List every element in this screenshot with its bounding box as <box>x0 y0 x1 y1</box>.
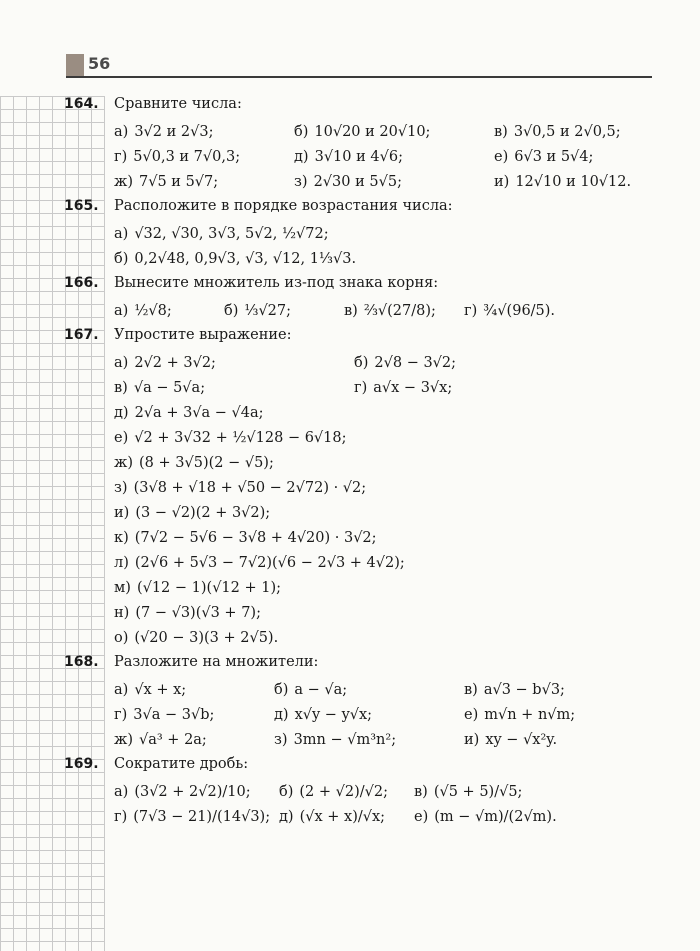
exercise-expression: ¾√(96/5). <box>483 302 556 319</box>
exercise-item <box>224 303 344 319</box>
exercise-expression: ⅔√(27/8); <box>363 302 436 319</box>
exercise-expression: (3√2 + 2√2)/10; <box>134 783 251 800</box>
exercise-expression: (2 + √2)/√2; <box>299 783 388 800</box>
exercise-expression: xy − √x²y. <box>485 731 558 748</box>
problem-167 <box>64 327 664 650</box>
exercise-item <box>114 430 347 446</box>
exercise-expression: √32, √30, 3√3, 5√2, ½√72; <box>134 225 329 242</box>
exercise-item <box>294 124 494 140</box>
exercise-expression: √x + x; <box>134 681 187 698</box>
exercise-expression: 3√2 и 2√3; <box>134 123 214 140</box>
exercise-expression: (8 + 3√5)(2 − √5); <box>139 454 274 471</box>
exercise-row <box>64 425 664 450</box>
exercise-item <box>114 455 274 471</box>
exercise-item <box>114 732 274 748</box>
exercise-expression: 10√20 и 20√10; <box>314 123 431 140</box>
exercise-row <box>64 350 664 375</box>
exercise-item <box>114 605 261 621</box>
exercise-item <box>464 682 565 698</box>
exercise-item <box>114 124 294 140</box>
problem-prompt: Сравните числа: <box>114 96 242 112</box>
exercise-label: ж) <box>114 731 133 748</box>
exercise-item <box>274 707 464 723</box>
exercise-item <box>414 809 557 825</box>
exercise-row <box>64 550 664 575</box>
exercise-item <box>464 303 555 319</box>
exercise-expression: 2√2 + 3√2; <box>134 354 216 371</box>
exercise-expression: (3 − √2)(2 + 3√2); <box>135 504 271 521</box>
exercise-row <box>64 677 664 702</box>
exercise-item <box>414 784 522 800</box>
exercise-item <box>274 732 464 748</box>
exercise-label: б) <box>274 681 289 698</box>
problem-168 <box>64 654 664 752</box>
exercise-row <box>64 298 664 323</box>
exercise-item <box>114 149 294 165</box>
problem-164 <box>64 96 664 194</box>
problem-heading <box>64 96 664 119</box>
exercise-item <box>114 784 279 800</box>
exercise-label: в) <box>114 379 128 396</box>
problem-prompt: Расположите в порядке возрастания числа: <box>114 198 453 214</box>
problem-prompt: Разложите на множители: <box>114 654 319 670</box>
exercise-item <box>354 355 456 371</box>
exercise-row <box>64 727 664 752</box>
exercise-expression: ⅓√27; <box>244 302 292 319</box>
exercise-row <box>64 779 664 804</box>
exercise-expression: √2 + 3√32 + ½√128 − 6√18; <box>134 429 347 446</box>
exercise-label: б) <box>354 354 369 371</box>
exercise-expression: x√y − y√x; <box>294 706 373 723</box>
exercise-expression: (7√2 − 5√6 − 3√8 + 4√20) · 3√2; <box>134 529 377 546</box>
exercise-row <box>64 246 664 271</box>
exercise-row <box>64 475 664 500</box>
exercise-item <box>279 809 414 825</box>
problem-heading <box>64 327 664 350</box>
problem-prompt: Вынесите множитель из-под знака корня: <box>114 275 439 291</box>
exercise-item <box>494 124 621 140</box>
exercise-row <box>64 600 664 625</box>
exercise-item <box>464 732 557 748</box>
exercise-row <box>64 804 664 829</box>
exercise-expression: (7 − √3)(√3 + 7); <box>135 604 261 621</box>
exercise-label: и) <box>464 731 480 748</box>
exercise-item <box>114 251 356 267</box>
exercise-expression: (3√8 + √18 + √50 − 2√72) · √2; <box>133 479 367 496</box>
exercise-label: з) <box>114 479 128 496</box>
exercise-expression: (√5 + 5)/√5; <box>433 783 523 800</box>
exercise-label: з) <box>274 731 288 748</box>
exercise-label: л) <box>114 554 129 571</box>
exercise-expression: (2√6 + 5√3 − 7√2)(√6 − 2√3 + 4√2); <box>134 554 405 571</box>
exercise-row <box>64 144 664 169</box>
exercise-label: б) <box>279 783 294 800</box>
problem-number: 167. <box>64 327 99 343</box>
exercise-row <box>64 450 664 475</box>
exercise-label: б) <box>224 302 239 319</box>
exercise-row <box>64 575 664 600</box>
exercise-label: в) <box>414 783 428 800</box>
exercise-label: в) <box>464 681 478 698</box>
problem-169 <box>64 756 664 829</box>
exercise-item <box>354 380 452 396</box>
exercise-label: е) <box>464 706 479 723</box>
exercise-expression: 6√3 и 5√4; <box>514 148 594 165</box>
exercise-expression: m√n + n√m; <box>484 706 576 723</box>
problem-prompt: Сократите дробь: <box>114 756 249 772</box>
exercise-label: г) <box>354 379 368 396</box>
page-marker <box>66 54 84 76</box>
exercise-expression: (√20 − 3)(3 + 2√5). <box>134 629 279 646</box>
exercise-label: и) <box>494 173 510 190</box>
exercise-label: а) <box>114 302 129 319</box>
page-number: 56 <box>88 54 111 73</box>
problem-165 <box>64 198 664 271</box>
problem-number: 164. <box>64 96 99 112</box>
exercise-label: б) <box>294 123 309 140</box>
exercise-item <box>114 707 274 723</box>
problem-number: 169. <box>64 756 99 772</box>
exercise-label: а) <box>114 225 129 242</box>
exercise-item <box>114 480 366 496</box>
exercise-row <box>64 221 664 246</box>
exercise-label: б) <box>114 250 129 267</box>
exercise-label: а) <box>114 783 129 800</box>
exercise-item <box>114 630 278 646</box>
problem-166 <box>64 275 664 323</box>
exercise-row <box>64 500 664 525</box>
exercise-item <box>114 303 224 319</box>
exercise-expression: 2√30 и 5√5; <box>313 173 402 190</box>
problem-heading <box>64 756 664 779</box>
exercise-label: е) <box>414 808 429 825</box>
exercise-item <box>114 380 354 396</box>
exercise-row <box>64 375 664 400</box>
exercise-item <box>114 405 264 421</box>
exercise-expression: (m − √m)/(2√m). <box>434 808 557 825</box>
exercise-row <box>64 119 664 144</box>
exercise-expression: ½√8; <box>134 302 172 319</box>
exercise-expression: 5√0,3 и 7√0,3; <box>133 148 241 165</box>
exercise-expression: a√x − 3√x; <box>373 379 453 396</box>
exercise-row <box>64 400 664 425</box>
exercise-expression: √a − 5√a; <box>133 379 206 396</box>
exercise-item <box>114 809 279 825</box>
exercise-expression: 0,2√48, 0,9√3, √3, √12, 1⅓√3. <box>134 250 357 267</box>
exercise-item <box>344 303 464 319</box>
exercise-label: д) <box>114 404 129 421</box>
problem-prompt: Упростите выражение: <box>114 327 292 343</box>
problem-number: 168. <box>64 654 99 670</box>
exercise-label: д) <box>274 706 289 723</box>
exercise-label: в) <box>344 302 358 319</box>
exercise-row <box>64 702 664 727</box>
exercise-expression: 2√a + 3√a − √4a; <box>134 404 264 421</box>
exercise-label: з) <box>294 173 308 190</box>
exercise-item <box>294 149 494 165</box>
exercise-label: г) <box>114 148 128 165</box>
problem-heading <box>64 275 664 298</box>
exercise-item <box>494 149 593 165</box>
problem-list <box>64 96 664 833</box>
exercise-row <box>64 625 664 650</box>
exercise-expression: 3√10 и 4√6; <box>314 148 403 165</box>
exercise-label: н) <box>114 604 130 621</box>
exercise-expression: 3√a − 3√b; <box>133 706 215 723</box>
exercise-label: ж) <box>114 173 133 190</box>
exercise-expression: (√12 − 1)(√12 + 1); <box>136 579 282 596</box>
exercise-item <box>114 682 274 698</box>
problem-number: 165. <box>64 198 99 214</box>
exercise-label: а) <box>114 681 129 698</box>
exercise-expression: 2√8 − 3√2; <box>374 354 457 371</box>
exercise-label: д) <box>279 808 294 825</box>
exercise-label: к) <box>114 529 129 546</box>
exercise-label: в) <box>494 123 508 140</box>
exercise-item <box>114 355 354 371</box>
exercise-label: а) <box>114 354 129 371</box>
exercise-expression: 3√0,5 и 2√0,5; <box>513 123 621 140</box>
exercise-expression: √a³ + 2a; <box>139 731 207 748</box>
page-header <box>66 50 652 78</box>
exercise-label: г) <box>464 302 478 319</box>
exercise-item <box>114 580 281 596</box>
exercise-expression: a√3 − b√3; <box>483 681 565 698</box>
exercise-expression: 3mn − √m³n²; <box>293 731 397 748</box>
exercise-item <box>279 784 414 800</box>
exercise-label: ж) <box>114 454 133 471</box>
exercise-label: и) <box>114 504 130 521</box>
exercise-label: г) <box>114 706 128 723</box>
exercise-item <box>114 174 294 190</box>
exercise-expression: (7√3 − 21)/(14√3); <box>133 808 271 825</box>
exercise-item <box>494 174 631 190</box>
exercise-item <box>114 530 377 546</box>
exercise-label: г) <box>114 808 128 825</box>
exercise-item <box>464 707 575 723</box>
exercise-item <box>114 555 405 571</box>
exercise-row <box>64 169 664 194</box>
problem-number: 166. <box>64 275 99 291</box>
problem-heading <box>64 654 664 677</box>
exercise-expression: (√x + x)/√x; <box>299 808 386 825</box>
exercise-row <box>64 525 664 550</box>
problem-heading <box>64 198 664 221</box>
exercise-expression: a − √a; <box>294 681 348 698</box>
exercise-label: о) <box>114 629 129 646</box>
exercise-expression: 7√5 и 5√7; <box>139 173 219 190</box>
exercise-expression: 12√10 и 10√12. <box>515 173 632 190</box>
exercise-label: м) <box>114 579 131 596</box>
exercise-item <box>114 505 270 521</box>
exercise-label: а) <box>114 123 129 140</box>
exercise-label: д) <box>294 148 309 165</box>
exercise-item <box>294 174 494 190</box>
exercise-item <box>274 682 464 698</box>
exercise-label: е) <box>114 429 129 446</box>
exercise-item <box>114 226 329 242</box>
exercise-label: е) <box>494 148 509 165</box>
